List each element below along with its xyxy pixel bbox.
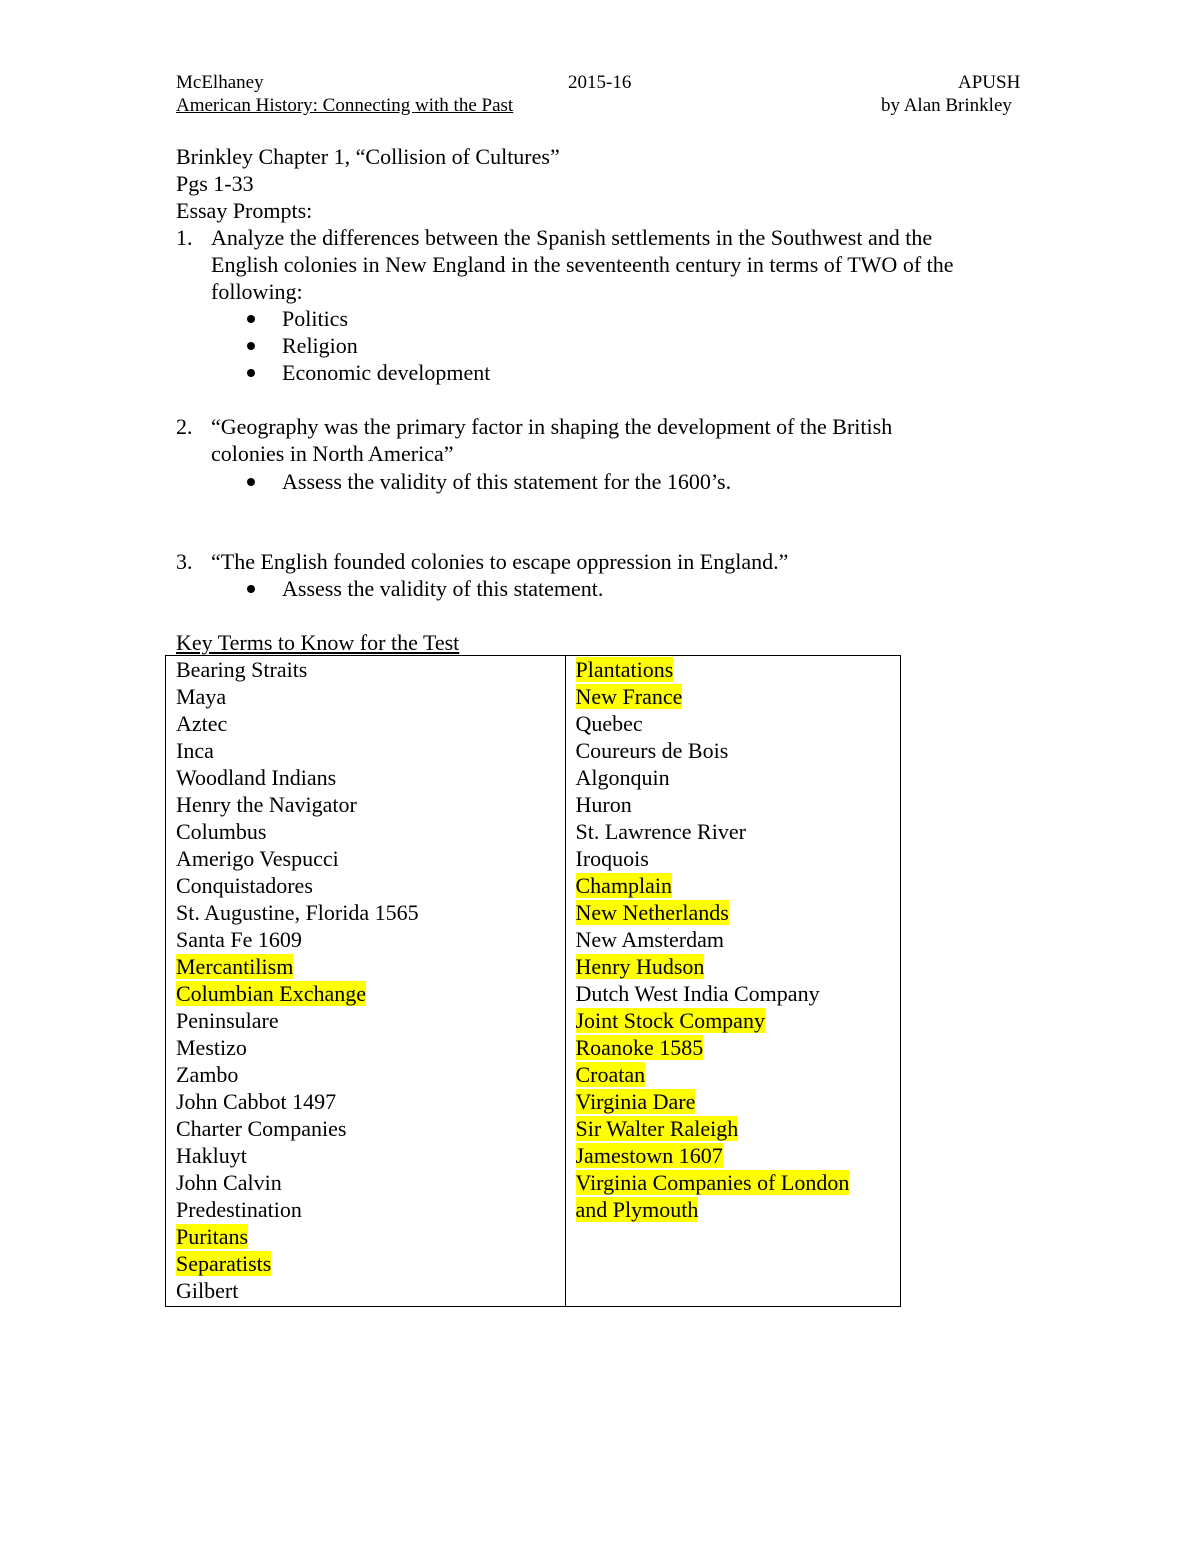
key-term-item — [176, 1196, 565, 1223]
key-term-text: Mestizo — [176, 1035, 247, 1060]
key-term-text: New Amsterdam — [575, 927, 724, 952]
key-term-item — [576, 791, 901, 818]
prompt-bullet-text: Assess the validity of this statement for the 1600’s. — [282, 469, 732, 494]
key-term-text: Quebec — [575, 711, 643, 736]
key-term-item — [176, 1061, 565, 1088]
prompt-bullet-text: Economic development — [282, 360, 491, 385]
key-term-text: Columbus — [176, 819, 267, 844]
key-term-text: Henry the Navigator — [176, 792, 357, 817]
key-term-text-highlighted: Henry Hudson — [575, 954, 705, 979]
key-term-text: Coureurs de Bois — [575, 738, 729, 763]
key-term-text-highlighted: Jamestown 1607 — [575, 1143, 723, 1168]
key-term-text-highlighted: and Plymouth — [575, 1197, 699, 1222]
prompt-bullet-text: Politics — [282, 306, 349, 331]
header-year: 2015-16 — [568, 72, 632, 93]
key-term-text: Dutch West India Company — [575, 981, 820, 1006]
key-term-item — [176, 791, 565, 818]
key-term-item — [176, 656, 565, 683]
key-term-item — [176, 1250, 565, 1277]
key-term-text: Conquistadores — [176, 873, 313, 898]
header-author: McElhaney — [176, 72, 264, 93]
key-term-item — [176, 1007, 565, 1034]
key-term-text: Santa Fe 1609 — [176, 927, 302, 952]
prompt-bullet-text: Religion — [282, 333, 358, 358]
bullet-icon — [247, 585, 255, 593]
key-term-item — [576, 926, 901, 953]
key-term-item — [176, 764, 565, 791]
key-term-text-highlighted: Columbian Exchange — [176, 981, 367, 1006]
key-term-item — [176, 1088, 565, 1115]
prompt-number: 2. — [176, 414, 193, 439]
key-term-item — [576, 737, 901, 764]
key-term-item — [576, 1169, 901, 1196]
key-term-item — [176, 872, 565, 899]
table-row — [166, 656, 901, 1307]
key-term-text-highlighted: Champlain — [575, 873, 673, 898]
key-term-text-highlighted: Joint Stock Company — [575, 1008, 765, 1033]
key-term-text-highlighted: Separatists — [176, 1251, 272, 1276]
key-term-text: St. Augustine, Florida 1565 — [176, 900, 419, 925]
key-term-text-highlighted: Sir Walter Raleigh — [575, 1116, 739, 1141]
key-term-text: Woodland Indians — [176, 765, 337, 790]
key-term-text-highlighted: Mercantilism — [176, 954, 294, 979]
key-term-item — [576, 1115, 901, 1142]
key-term-item — [176, 980, 565, 1007]
key-term-item — [176, 953, 565, 980]
key-term-text: Aztec — [176, 711, 228, 736]
key-term-item — [176, 737, 565, 764]
key-term-item — [176, 710, 565, 737]
key-term-text-highlighted: New France — [575, 684, 683, 709]
key-term-text: Bearing Straits — [176, 657, 308, 682]
key-term-item — [576, 872, 901, 899]
header-book-title: American History: Connecting with the Past — [176, 95, 514, 116]
key-terms-right-column — [565, 656, 901, 1307]
key-term-item — [576, 1196, 901, 1223]
key-term-item — [576, 1142, 901, 1169]
key-term-item — [176, 1142, 565, 1169]
prompt-number: 3. — [176, 549, 193, 574]
prompt-line: following: — [211, 279, 303, 304]
key-term-text: John Cabbot 1497 — [176, 1089, 337, 1114]
bullet-icon — [247, 315, 255, 323]
prompt-line: Analyze the differences between the Spanish settlements in the Southwest and the — [211, 225, 933, 250]
key-term-item — [176, 818, 565, 845]
key-term-text-highlighted: Virginia Dare — [575, 1089, 696, 1114]
key-term-text: Amerigo Vespucci — [176, 846, 339, 871]
key-term-text-highlighted: Virginia Companies of London — [575, 1170, 850, 1195]
key-term-text-highlighted: Roanoke 1585 — [575, 1035, 704, 1060]
key-term-item — [576, 656, 901, 683]
prompt-line: colonies in North America” — [211, 441, 454, 466]
key-term-text: Gilbert — [176, 1278, 239, 1303]
chapter-title: Brinkley Chapter 1, “Collision of Cultures” — [176, 144, 560, 169]
key-term-text-highlighted: Croatan — [575, 1062, 646, 1087]
key-term-item — [176, 1223, 565, 1250]
key-terms-table — [165, 655, 901, 1307]
chapter-pages: Pgs 1-33 — [176, 171, 254, 196]
header-course: APUSH — [958, 72, 1021, 93]
key-term-text: Peninsulare — [176, 1008, 279, 1033]
key-term-text: Huron — [575, 792, 632, 817]
prompt-line: “Geography was the primary factor in shaping the development of the British — [211, 414, 893, 439]
key-term-item — [576, 683, 901, 710]
key-term-text: Zambo — [176, 1062, 239, 1087]
key-term-item — [576, 953, 901, 980]
key-term-item — [176, 1115, 565, 1142]
essay-heading: Essay Prompts: — [176, 198, 313, 223]
key-term-item — [576, 1061, 901, 1088]
key-term-text-highlighted: Puritans — [176, 1224, 249, 1249]
key-term-text: Inca — [176, 738, 214, 763]
key-term-item — [176, 926, 565, 953]
key-term-text: John Calvin — [176, 1170, 282, 1195]
bullet-icon — [247, 369, 255, 377]
key-term-text: Algonquin — [575, 765, 670, 790]
key-term-text: Charter Companies — [176, 1116, 347, 1141]
key-term-item — [576, 1088, 901, 1115]
key-term-item — [176, 845, 565, 872]
key-term-text: Iroquois — [575, 846, 649, 871]
key-term-text: St. Lawrence River — [575, 819, 746, 844]
key-term-item — [576, 899, 901, 926]
prompt-line: English colonies in New England in the seventeenth century in terms of TWO of the — [211, 252, 954, 277]
key-term-item — [176, 683, 565, 710]
key-term-item — [576, 845, 901, 872]
key-term-item — [576, 764, 901, 791]
prompt-line: “The English founded colonies to escape oppression in England.” — [211, 549, 789, 574]
key-term-item — [576, 1034, 901, 1061]
key-terms-left-column — [166, 656, 566, 1307]
key-term-item — [576, 818, 901, 845]
key-term-text: Predestination — [176, 1197, 302, 1222]
key-term-text: Hakluyt — [176, 1143, 247, 1168]
key-term-item — [176, 899, 565, 926]
bullet-icon — [247, 478, 255, 486]
key-term-text-highlighted: Plantations — [575, 657, 674, 682]
key-term-item — [176, 1169, 565, 1196]
header-book-author: by Alan Brinkley — [881, 95, 1012, 116]
prompt-bullet-text: Assess the validity of this statement. — [282, 576, 604, 601]
prompt-number: 1. — [176, 225, 193, 250]
key-term-item — [176, 1277, 565, 1304]
key-term-item — [576, 1007, 901, 1034]
key-term-text-highlighted: New Netherlands — [575, 900, 729, 925]
key-term-item — [576, 710, 901, 737]
bullet-icon — [247, 342, 255, 350]
key-term-item — [176, 1034, 565, 1061]
key-terms-heading: Key Terms to Know for the Test — [176, 630, 460, 655]
key-term-item — [576, 980, 901, 1007]
key-term-text: Maya — [176, 684, 227, 709]
